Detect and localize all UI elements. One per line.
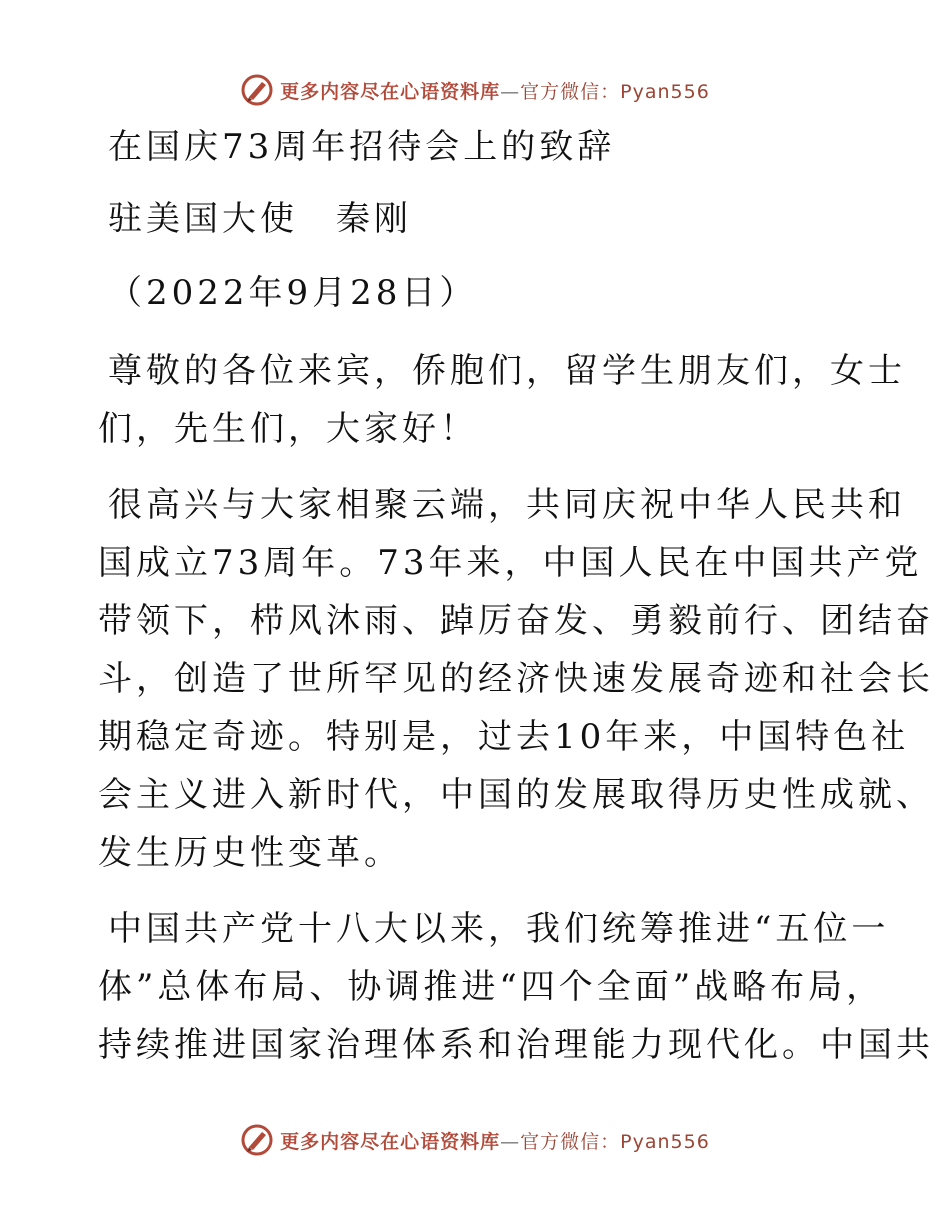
paragraph-line: 中国共产党十八大以来，我们统筹推进“五位一 xyxy=(108,909,890,949)
header-banner xyxy=(0,70,950,110)
paragraph-line: 发生历史性变革。 xyxy=(98,833,402,873)
paragraph-line: 会主义进入新时代，中国的发展取得历史性成就、 xyxy=(98,775,934,815)
banner-text xyxy=(280,1127,710,1154)
paragraph-line: 尊敬的各位来宾，侨胞们，留学生朋友们，女士 xyxy=(108,351,906,391)
pen-logo-icon xyxy=(240,73,274,107)
paragraph-line: 带领下，栉风沐雨、踔厉奋发、勇毅前行、团结奋 xyxy=(98,601,934,641)
banner-text xyxy=(280,77,710,104)
paragraph-line: 斗，创造了世所罕见的经济快速发展奇迹和社会长 xyxy=(98,659,934,699)
paragraph-2 xyxy=(98,476,934,882)
paragraph-line: 持续推进国家治理体系和治理能力现代化。中国共 xyxy=(98,1025,934,1065)
paragraph-3 xyxy=(98,900,934,1074)
paragraph-1 xyxy=(98,342,906,458)
document-date: （2022年9月28日） xyxy=(108,273,478,313)
banner-wechat: 官方微信：Pyan556 xyxy=(520,80,710,103)
paragraph-line: 期稳定奇迹。特别是，过去10年来，中国特色社 xyxy=(98,717,910,757)
paragraph-line: 国成立73周年。73年来，中国人民在中国共产党 xyxy=(98,543,923,583)
document-title: 在国庆73周年招待会上的致辞 xyxy=(108,127,616,167)
paragraph-line: 体”总体布局、协调推进“四个全面”战略布局， xyxy=(98,967,885,1007)
document-author: 驻美国大使 秦刚 xyxy=(108,199,412,239)
banner-site-name: 更多内容尽在心语资料库 xyxy=(280,1130,501,1153)
document-body xyxy=(98,118,934,1092)
paragraph-line: 很高兴与大家相聚云端，共同庆祝中华人民共和 xyxy=(108,485,906,525)
banner-dash: — xyxy=(500,80,521,103)
pen-logo-icon xyxy=(240,1123,274,1157)
banner-wechat: 官方微信：Pyan556 xyxy=(520,1130,710,1153)
paragraph-line: 们，先生们，大家好！ xyxy=(98,409,478,449)
banner-dash: — xyxy=(500,1130,521,1153)
footer-banner xyxy=(0,1120,950,1160)
banner-site-name: 更多内容尽在心语资料库 xyxy=(280,80,501,103)
